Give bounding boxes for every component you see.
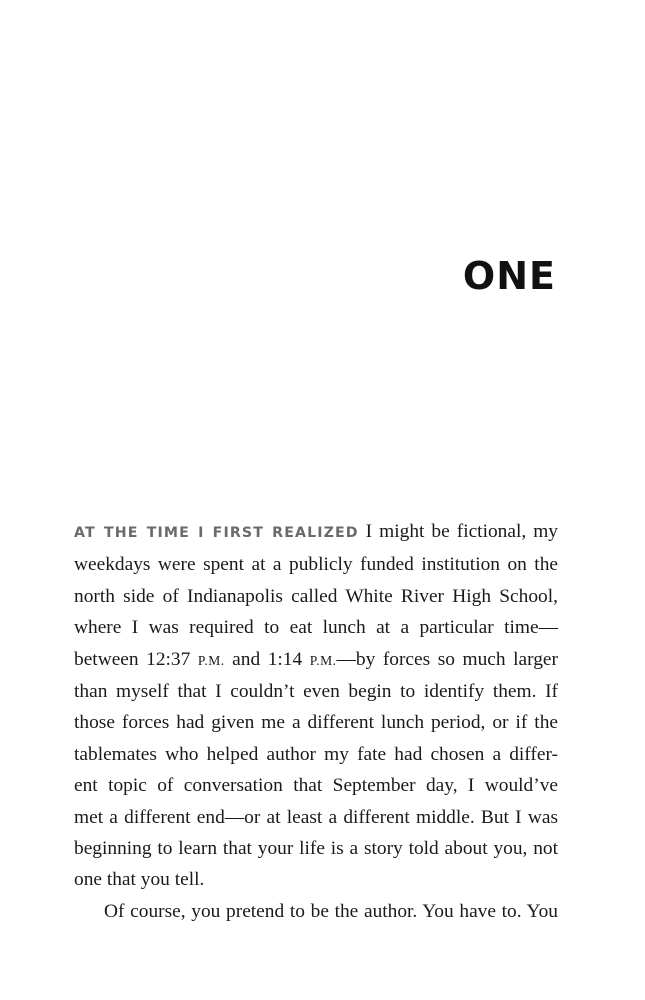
chapter-body bbox=[74, 516, 558, 927]
text-line bbox=[74, 676, 558, 707]
chapter-title: ONE bbox=[462, 254, 556, 298]
small-caps-text: P.M. bbox=[309, 652, 337, 668]
text-segment: weekdays were spent at a publicly funded institution on the bbox=[74, 554, 558, 576]
text-segment: and 1:14 bbox=[224, 648, 310, 670]
text-segment: north side of Indianapolis called White River High School, bbox=[74, 585, 558, 607]
text-line bbox=[74, 864, 558, 895]
text-line bbox=[74, 581, 558, 612]
text-line bbox=[74, 707, 558, 738]
text-segment: met a different end—or at least a different middle. But I was bbox=[74, 806, 558, 828]
text-line bbox=[74, 739, 558, 770]
text-segment: beginning to learn that your life is a story told about you, not bbox=[74, 838, 558, 860]
small-caps-text: P.M. bbox=[197, 652, 225, 668]
text-line bbox=[74, 833, 558, 864]
text-line bbox=[74, 770, 558, 801]
text-line bbox=[74, 802, 558, 833]
text-line bbox=[74, 516, 558, 549]
text-line bbox=[74, 896, 558, 927]
text-line bbox=[74, 644, 558, 676]
text-line bbox=[74, 612, 558, 643]
text-segment: one that you tell. bbox=[74, 869, 205, 891]
text-segment: those forces had given me a different lunch period, or if the bbox=[74, 712, 558, 734]
text-segment: —by forces so much larger bbox=[336, 648, 558, 670]
lead-in-text: AT THE TIME I FIRST REALIZED bbox=[74, 525, 359, 541]
text-segment: tablemates who helped author my fate had chosen a differ- bbox=[74, 743, 558, 765]
text-segment: where I was required to eat lunch at a particular time— bbox=[74, 617, 558, 639]
paragraph bbox=[74, 896, 558, 927]
text-segment: I might be fictional, my bbox=[358, 521, 558, 542]
text-segment: ent topic of conversation that September day, I would’ve bbox=[74, 775, 558, 797]
text-segment: Of course, you pretend to be the author. You have to. You bbox=[104, 900, 558, 922]
paragraph bbox=[74, 516, 558, 896]
text-segment: between 12:37 bbox=[74, 648, 198, 670]
text-line bbox=[74, 549, 558, 580]
text-segment: than myself that I couldn’t even begin to identify them. If bbox=[74, 681, 558, 703]
